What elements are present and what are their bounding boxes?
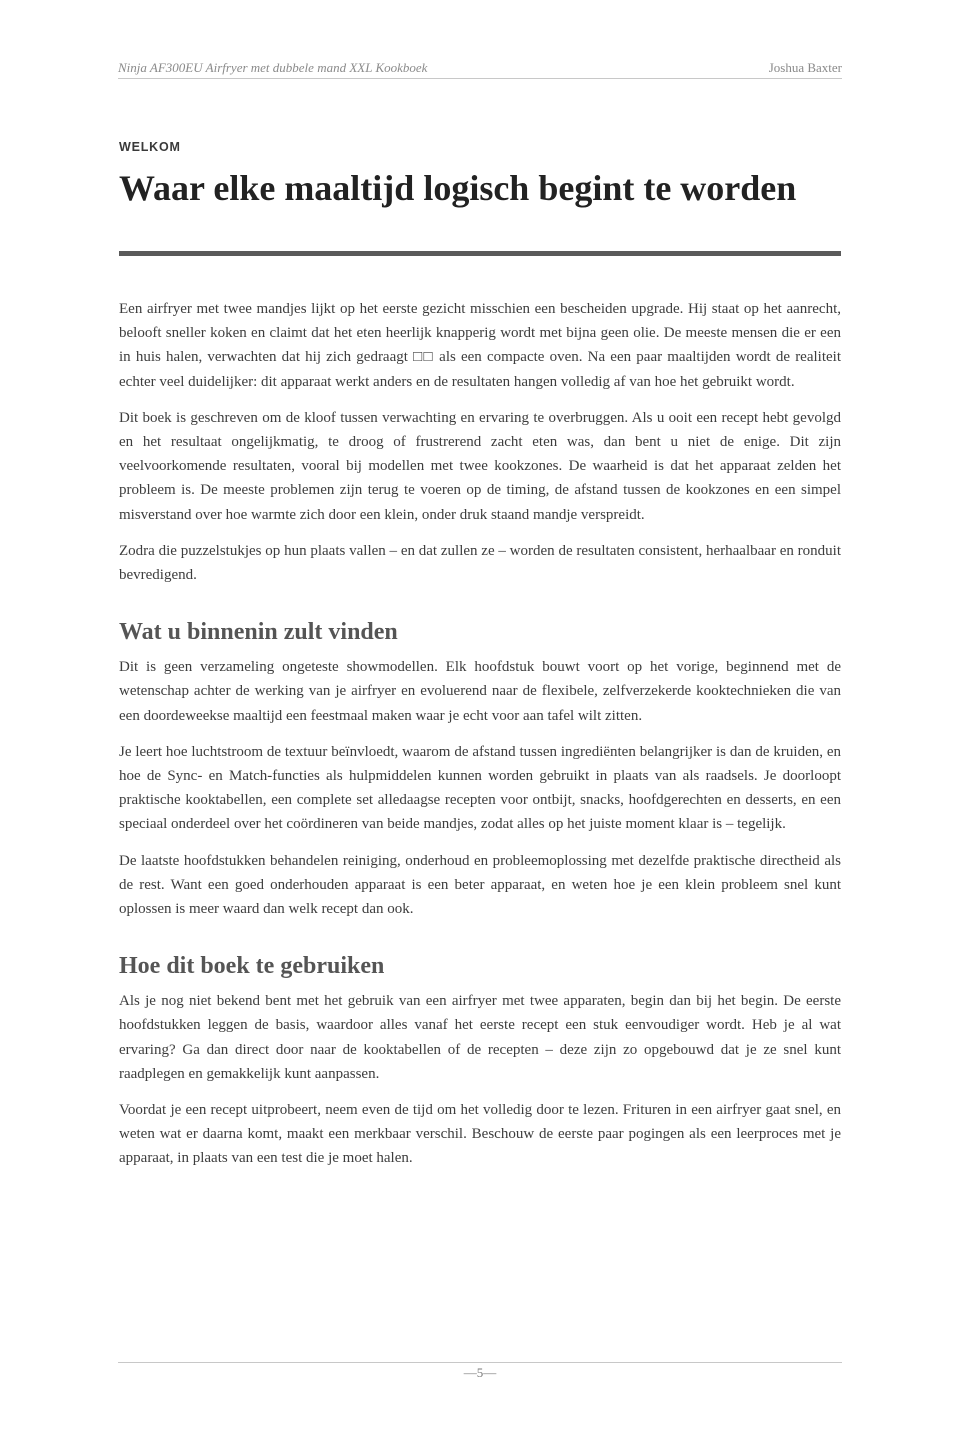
page-number: —5—: [463, 1365, 497, 1380]
section-paragraph: Dit is geen verzameling ongeteste showmodellen. Elk hoofdstuk bouwt voort op het vorige, beginnend met de wetenschap achter de werking van je airfryer en evoluerend naar de flexibele, zelfverzekerde kooktechnieken die van een doordeweekse maaltijd een feestmaal maken waar je echt voor aan tafel wilt zitten.: [119, 659, 841, 724]
section-heading-contents: Wat u binnenin zult vinden: [119, 619, 398, 646]
book-title: Ninja AF300EU Airfryer met dubbele mand XXL Kookboek: [118, 60, 428, 75]
chapter-title: Waar elke maaltijd logisch begint te worden: [119, 168, 797, 208]
section-paragraph: Als je nog niet bekend bent met het gebruik van een airfryer met twee apparaten, begin dan bij het begin. De eerste hoofdstukken leggen de basis, waardoor alles vanaf het eerste recept een stuk eenvoudiger wordt. Heb je al wat ervaring? Ga dan direct door naar de kooktabellen of de recepten – deze zijn zo opgebouwd dat je ze snel kunt raadplegen en gemakkelijk kunt aanpassen.: [119, 993, 841, 1082]
chapter-kicker: WELKOM: [119, 140, 181, 154]
intro-paragraph: Zodra die puzzelstukjes op hun plaats vallen – en dat zullen ze – worden de resultaten consistent, herhaalbaar en ronduit bevredigend.: [119, 542, 841, 584]
section-paragraph: De laatste hoofdstukken behandelen reiniging, onderhoud en probleemoplossing met dezelfde praktische directheid als de rest. Want een goed onderhouden apparaat is een beter apparaat, en weten hoe je een klein probleem snel kunt oplossen is meer waard dan welk recept dan ook.: [119, 852, 841, 918]
intro-paragraph: Dit boek is geschreven om de kloof tussen verwachting en ervaring te overbruggen. Als u ooit een recept hebt gevolgd en het resultaat ongelijkmatig, te droog of frustrerend zacht eten was, dan bent u niet de enige. Dit zijn veelvoorkomende resultaten, vooral bij modellen met twee kookzones. De waarheid is dat het apparaat zelden het probleem is. De meeste problemen zijn terug te voeren op de timing, de afstand tussen de kookzones en een simpel misverstand over hoe warmte zich door een klein, onder druk staand mandje verspreidt.: [119, 409, 841, 523]
title-divider: [119, 251, 841, 256]
section-paragraph: Je leert hoe luchtstroom de textuur beïnvloedt, waarom de afstand tussen ingrediënten belangrijker is dan de kruiden, en hoe de Sync- en Match-functies als hulpmiddelen kunnen worden gebruikt in plaats van als raadsels. Je doorloopt praktische kooktabellen, een complete set alledaagse recepten voor ontbijt, snacks, hoofdgerechten en desserts, en een speciaal onderdeel over het coördineren van beide mandjes, zodat alles op het juiste moment klaar is – tegelijk.: [119, 743, 841, 833]
author-name: Joshua Baxter: [768, 60, 842, 75]
section-paragraph: Voordat je een recept uitprobeert, neem even de tijd om het volledig door te lezen. Frituren in een airfryer gaat snel, en weten wat er daarna komt, maakt een merkbaar verschil. Beschouw de eerste paar pogingen als een leerproces met je apparaat, in plaats van een test die je moet halen.: [119, 1102, 841, 1167]
intro-paragraph: Een airfryer met twee mandjes lijkt op het eerste gezicht misschien een bescheiden upgrade. Hij staat op het aanrecht, belooft sneller koken en claimt dat het eten heerlijk knapperig wordt met bijna geen olie. De meeste mensen die er een in huis halen, verwachten dat hij zich gedraagt □□ als een compacte oven. Na een paar maaltijden wordt de realiteit echter veel duidelijker: dit apparaat werkt anders en de resultaten hangen volledig af van hoe het gebruikt wordt.: [119, 301, 841, 390]
page-content: [119, 140, 841, 1183]
section-heading-usage: Hoe dit boek te gebruiken: [119, 953, 385, 980]
running-footer: [118, 1362, 842, 1381]
running-header: [118, 58, 842, 79]
